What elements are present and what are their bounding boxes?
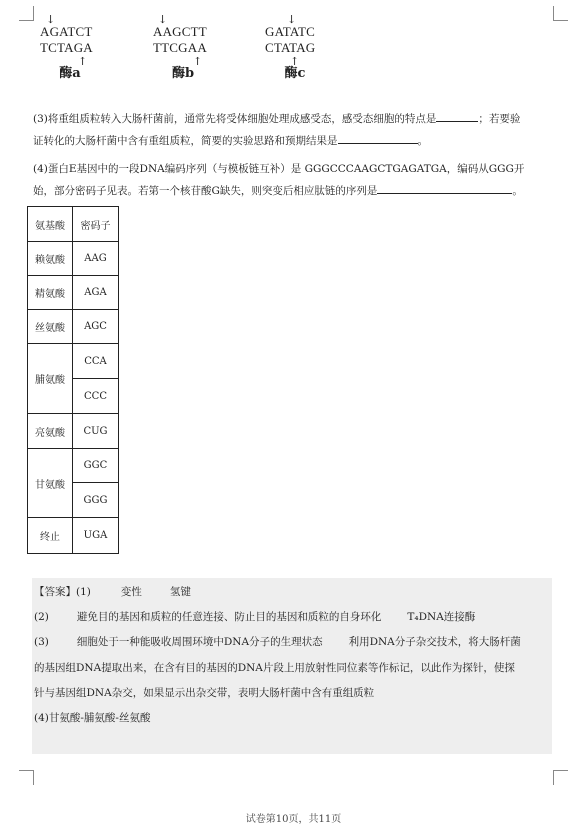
- enzyme-b-bottom-strand: TTCGAA: [153, 40, 207, 55]
- question-3-text: 。: [417, 135, 428, 147]
- answer-text: 氢键: [169, 586, 191, 598]
- codon-cell: GGC: [73, 449, 119, 483]
- question-3-text: ；若要验: [478, 113, 521, 125]
- answer-line-2: [34, 610, 475, 624]
- answer-line-1: [34, 585, 191, 599]
- codon-cell: CUG: [73, 414, 119, 449]
- cut-arrow-down-icon: ↓: [287, 13, 297, 26]
- codon-table: [27, 206, 119, 554]
- amino-acid-cell: 丝氨酸: [28, 310, 73, 344]
- crop-mark-bottom-right: [553, 770, 568, 785]
- answer-blank: [436, 111, 478, 122]
- enzyme-a-bottom-strand: TCTAGA: [40, 40, 93, 55]
- codon-cell: GGG: [73, 483, 119, 518]
- table-row: [28, 344, 119, 379]
- table-header-amino-acid: 氨基酸: [28, 207, 73, 242]
- codon-cell: AGA: [73, 276, 119, 310]
- table-header-codon: 密码子: [73, 207, 119, 242]
- codon-cell: CCA: [73, 344, 119, 379]
- enzyme-c-label: 酶c: [284, 66, 306, 81]
- cut-arrow-up-icon: ↑: [193, 55, 203, 68]
- answer-text: 细胞处于一种能吸收周围环境中DNA分子的生理状态: [76, 636, 323, 648]
- crop-mark-top-right: [553, 6, 568, 21]
- answer-line-3: [34, 635, 521, 649]
- amino-acid-cell: 脯氨酸: [28, 344, 73, 414]
- crop-mark-top-left: [19, 6, 34, 21]
- answer-label: 【答案】(1): [34, 586, 91, 598]
- codon-cell: AGC: [73, 310, 119, 344]
- codon-cell: CCC: [73, 379, 119, 414]
- answer-line-4: 的基因组DNA提取出来，在含有目的基因的DNA片段上用放射性同位素等作标记，以此作为探针，使探: [34, 662, 515, 674]
- cut-arrow-up-icon: ↑: [290, 55, 300, 68]
- enzyme-b-site: [153, 13, 233, 81]
- amino-acid-cell: 终止: [28, 518, 73, 554]
- answer-text: 避免目的基因和质粒的任意连接、防止目的基因和质粒的自身环化: [76, 611, 382, 623]
- enzyme-b-top-strand: AAGCTT: [153, 24, 207, 39]
- question-3-text: 证转化的大肠杆菌中含有重组质粒，简要的实验思路和预期结果是: [33, 135, 338, 147]
- question-4-text: (4)蛋白E基因中的一段DNA编码序列（与模板链互补）是 GGGCCCAAGCTGAGATGA，编码从GGG开: [33, 163, 525, 175]
- cut-arrow-up-icon: ↑: [78, 55, 88, 68]
- answer-line-6: (4)甘氨酸-脯氨酸-丝氨酸: [34, 712, 151, 724]
- answer-text: T₄DNA连接酶: [407, 611, 476, 623]
- answer-line-5: 针与基因组DNA杂交，如果显示出杂交带，表明大肠杆菌中含有重组质粒: [34, 687, 375, 699]
- answer-label: (2): [34, 611, 49, 623]
- amino-acid-cell: 甘氨酸: [28, 449, 73, 518]
- question-3: [33, 108, 553, 152]
- amino-acid-cell: 精氨酸: [28, 276, 73, 310]
- table-row: [28, 242, 119, 276]
- table-row: [28, 310, 119, 344]
- enzyme-a-top-strand: AGATCT: [40, 24, 93, 39]
- answer-box: [32, 578, 552, 754]
- table-row: [28, 449, 119, 483]
- codon-cell: UGA: [73, 518, 119, 554]
- table-row: [28, 276, 119, 310]
- enzyme-c-bottom-strand: CTATAG: [265, 40, 316, 55]
- amino-acid-cell: 赖氨酸: [28, 242, 73, 276]
- question-4: [33, 158, 553, 202]
- answer-label: (3): [34, 636, 49, 648]
- crop-mark-bottom-left: [19, 770, 34, 785]
- enzyme-a-label: 酶a: [59, 66, 81, 81]
- table-header-row: [28, 207, 119, 242]
- answer-text: 利用DNA分子杂交技术，将大肠杆菌: [348, 636, 521, 648]
- question-4-text: 始，部分密码子见表。若第一个核苷酸G缺失，则突变后相应肽链的序列是: [33, 185, 378, 197]
- cut-arrow-down-icon: ↓: [46, 13, 56, 26]
- enzyme-c-top-strand: GATATC: [265, 24, 315, 39]
- answer-blank: [377, 183, 512, 194]
- enzyme-a-site: [40, 13, 120, 81]
- question-3-text: (3)将重组质粒转入大肠杆菌前，通常先将受体细胞处理成感受态，感受态细胞的特点是: [33, 113, 437, 125]
- codon-cell: AAG: [73, 242, 119, 276]
- enzyme-c-site: [265, 13, 345, 81]
- answer-text: 变性: [120, 586, 142, 598]
- amino-acid-cell: 亮氨酸: [28, 414, 73, 449]
- answer-blank: [338, 133, 418, 144]
- table-row: [28, 518, 119, 554]
- cut-arrow-down-icon: ↓: [158, 13, 168, 26]
- question-4-text: 。: [512, 185, 523, 197]
- enzyme-b-label: 酶b: [171, 66, 195, 81]
- page-footer: 试卷第10页，共11页: [245, 814, 342, 825]
- table-row: [28, 414, 119, 449]
